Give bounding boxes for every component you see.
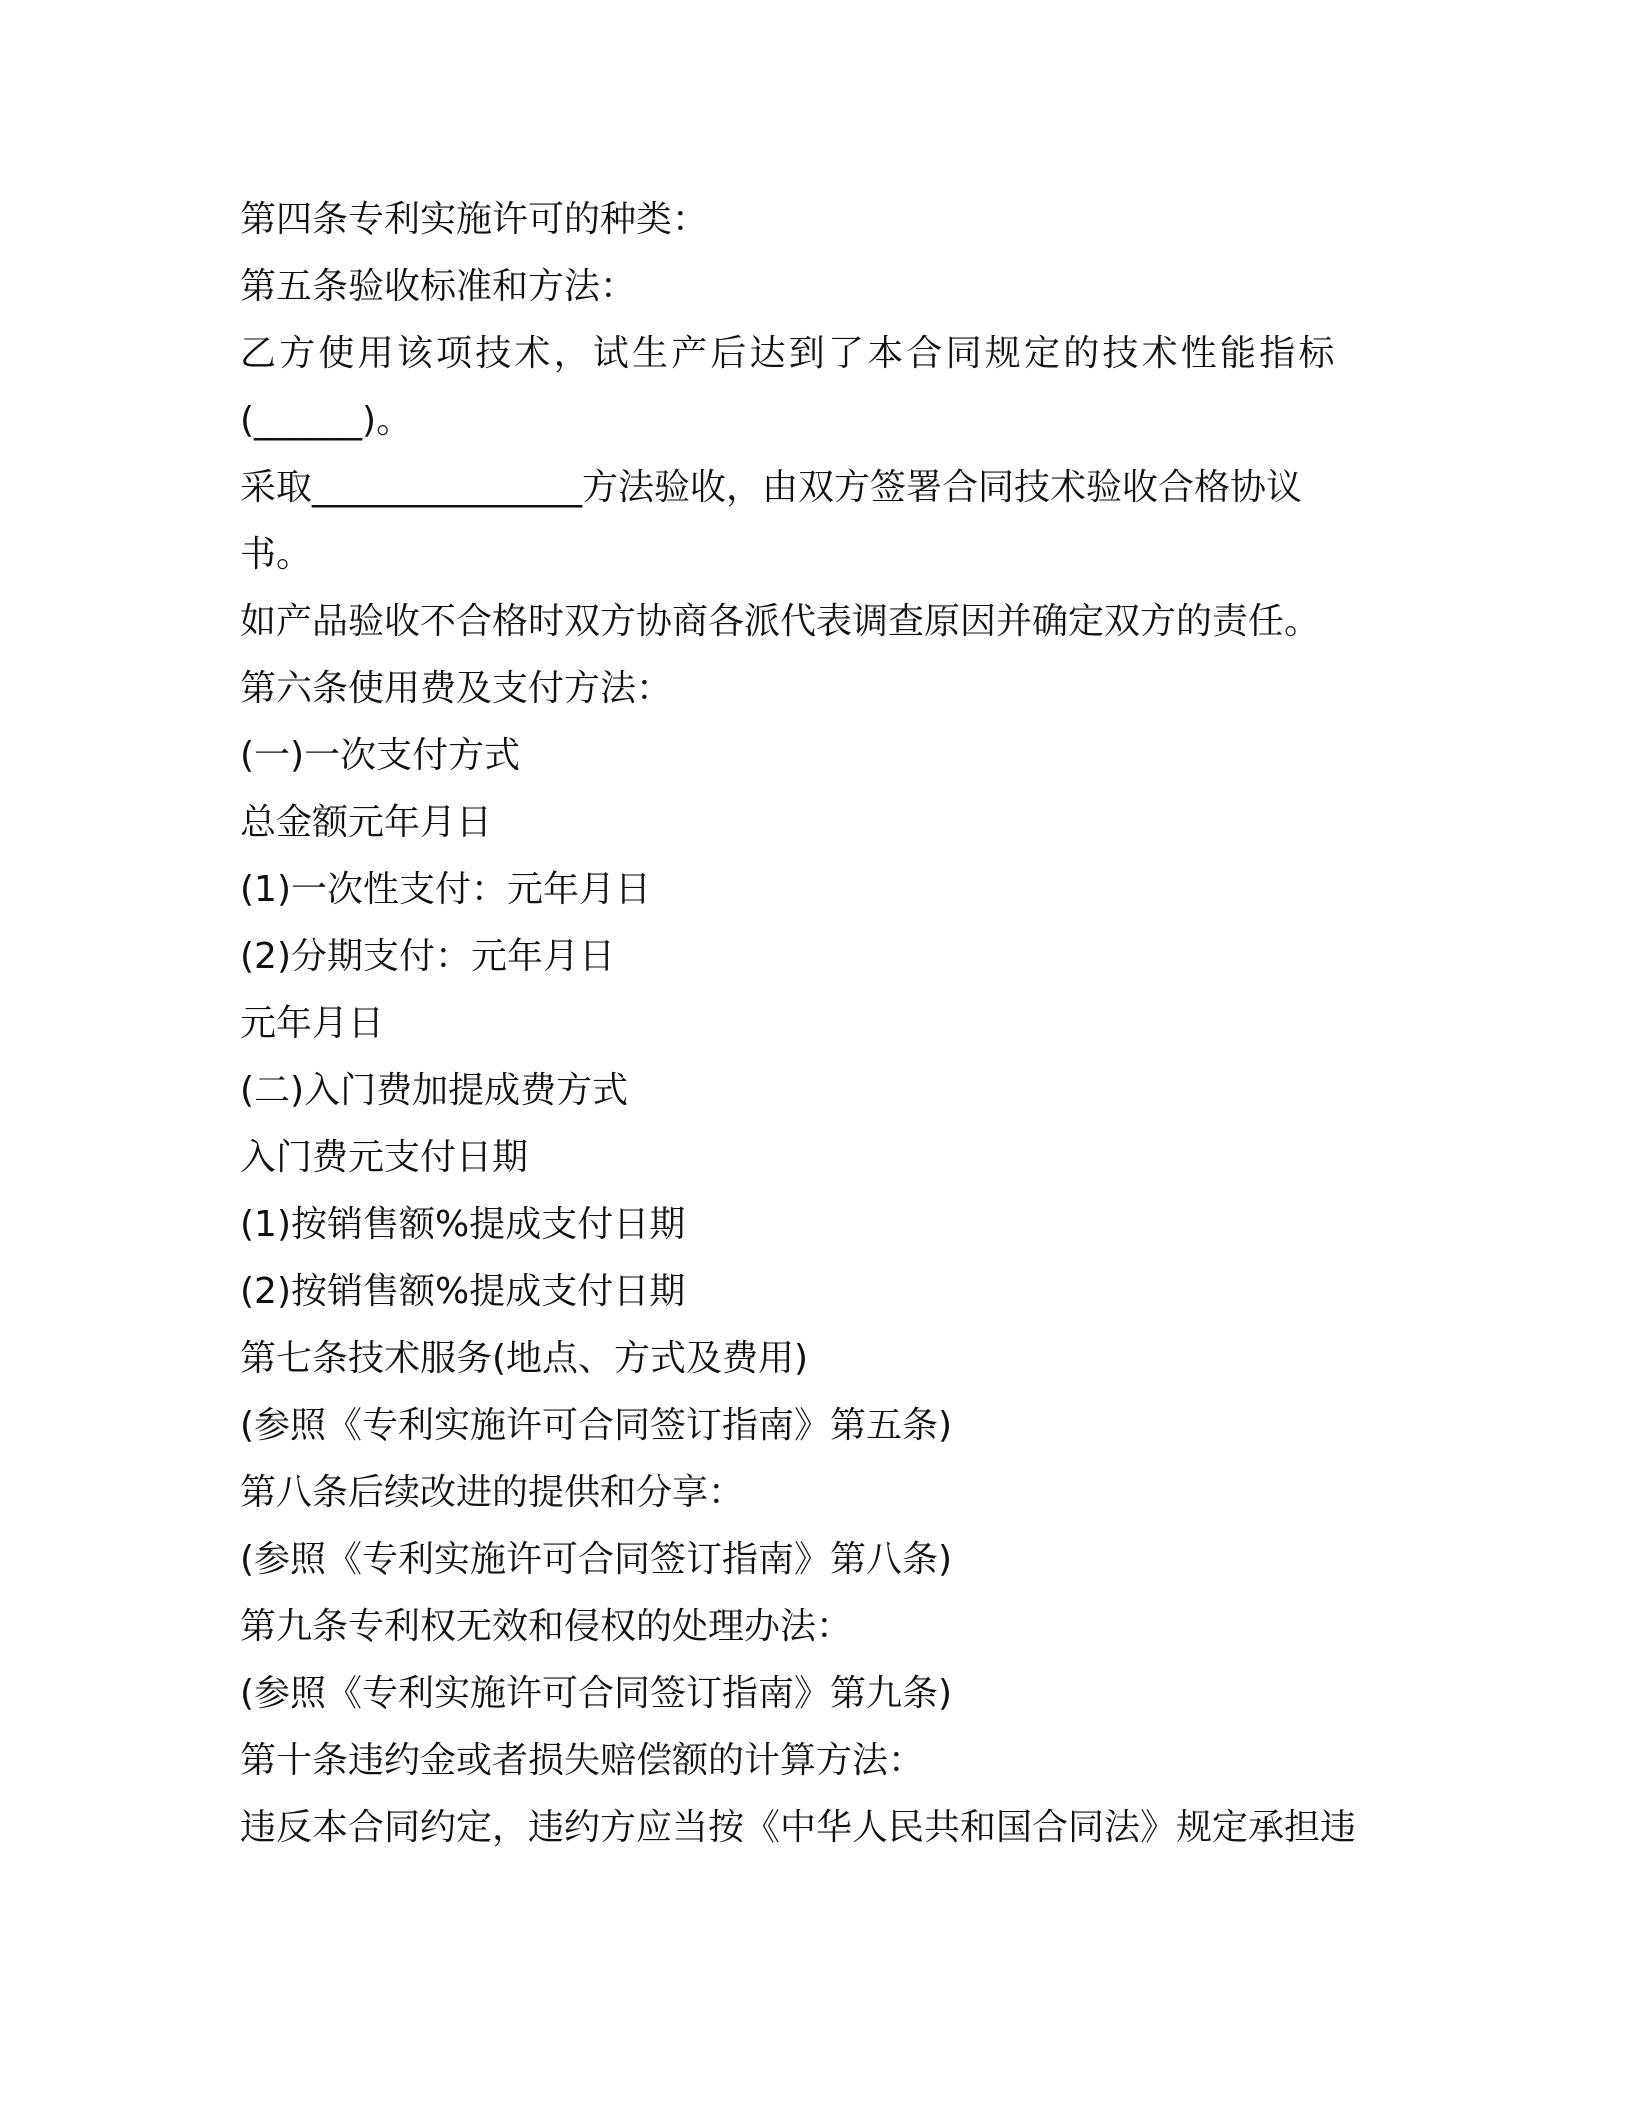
paragraph-line: (一)一次支付方式 (240, 735, 521, 776)
paragraph-line: (2)按销售额%提成支付日期 (240, 1271, 686, 1312)
article-4-heading: 第四条专利实施许可的种类： (240, 199, 709, 240)
paragraph-line: (参照《专利实施许可合同签订指南》第九条) (240, 1673, 953, 1714)
article-5-heading: 第五条验收标准和方法： (240, 266, 637, 307)
paragraph-line: (1)按销售额%提成支付日期 (240, 1204, 686, 1245)
article-7-heading: 第七条技术服务(地点、方式及费用) (240, 1338, 809, 1379)
paragraph-line: 书。 (240, 534, 313, 575)
paragraph-line: (参照《专利实施许可合同签订指南》第八条) (240, 1539, 953, 1580)
article-6-heading: 第六条使用费及支付方法： (240, 668, 673, 709)
paragraph-line: (______)。 (240, 400, 413, 441)
paragraph-line: (二)入门费加提成费方式 (240, 1070, 629, 1111)
article-9-heading: 第九条专利权无效和侵权的处理办法： (240, 1606, 853, 1647)
paragraph-line: 乙方使用该项技术，试生产后达到了本合同规定的技术性能指标 (240, 333, 1338, 374)
paragraph-line: (1)一次性支付：元年月日 (240, 869, 651, 910)
paragraph-line: (2)分期支付：元年月日 (240, 936, 615, 977)
paragraph-line: 入门费元支付日期 (240, 1137, 529, 1178)
paragraph-line: 如产品验收不合格时双方协商各派代表调查原因并确定双方的责任。 (240, 601, 1321, 642)
paragraph-line: 采取_______________方法验收，由双方签署合同技术验收合格协议 (240, 467, 1303, 508)
paragraph-line: (参照《专利实施许可合同签订指南》第五条) (240, 1405, 953, 1446)
article-8-heading: 第八条后续改进的提供和分享： (240, 1472, 745, 1513)
document-body (240, 186, 1390, 1861)
paragraph-line: 违反本合同约定，违约方应当按《中华人民共和国合同法》规定承担违 (240, 1807, 1357, 1848)
article-10-heading: 第十条违约金或者损失赔偿额的计算方法： (240, 1740, 925, 1781)
paragraph-line: 元年月日 (240, 1003, 385, 1044)
paragraph-line: 总金额元年月日 (240, 802, 493, 843)
